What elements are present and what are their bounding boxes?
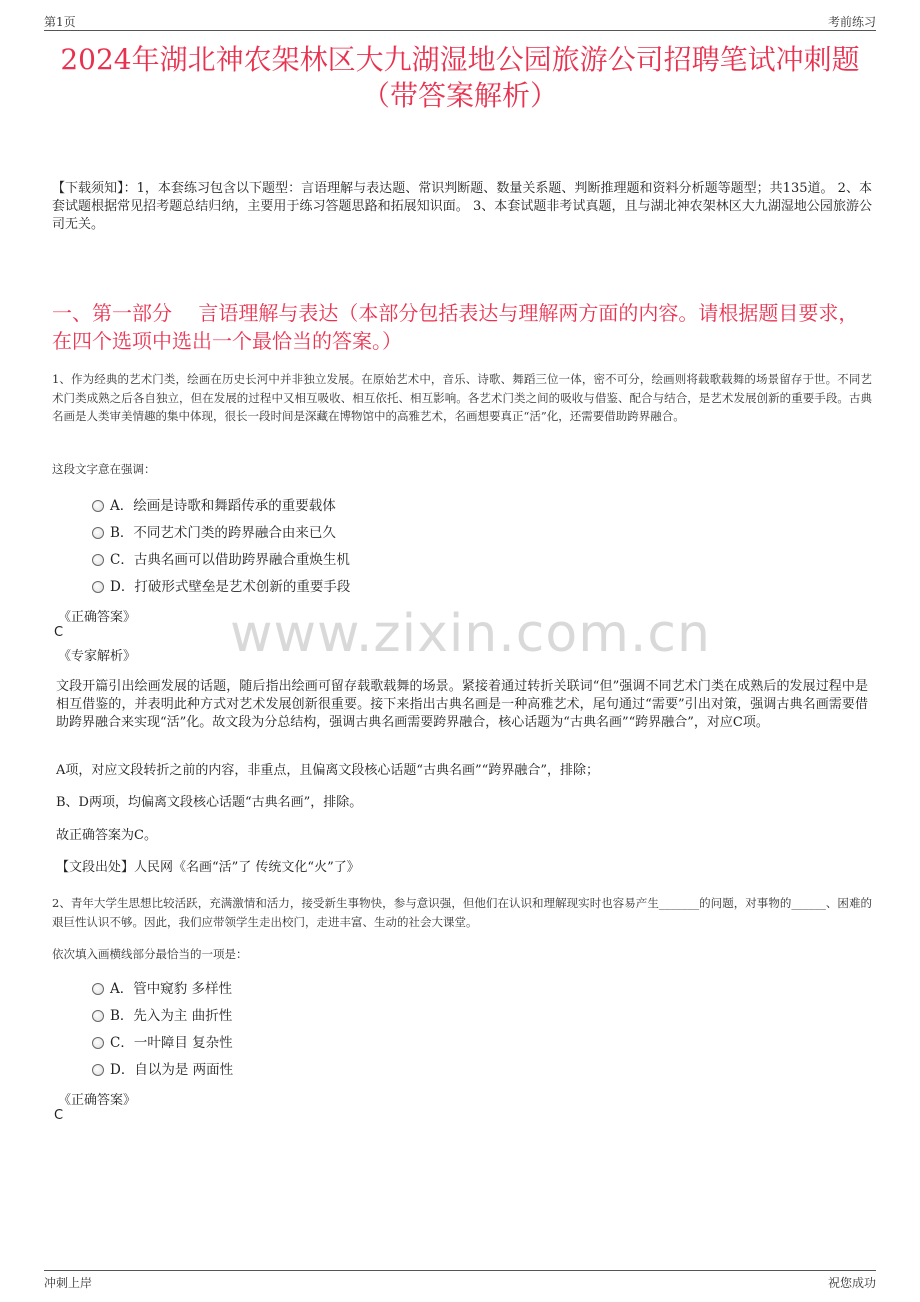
radio-icon[interactable]	[92, 527, 104, 539]
footer-right-text: 祝您成功	[827, 1276, 876, 1290]
radio-icon[interactable]	[92, 500, 104, 512]
radio-icon[interactable]	[92, 581, 104, 593]
question-1-option-d[interactable]	[92, 577, 350, 597]
question-2-option-a[interactable]	[92, 979, 232, 999]
analysis-paragraph: B、D两项，均偏离文段核心话题“古典名画”，排除。	[56, 795, 363, 810]
option-label: C．古典名画可以借助跨界融合重焕生机	[110, 552, 350, 568]
question-1-prompt: 这段文字意在强调：	[52, 462, 156, 476]
radio-icon[interactable]	[92, 983, 104, 995]
analysis-paragraph: 故正确答案为C。	[56, 828, 157, 843]
analysis-paragraph: 文段开篇引出绘画发展的话题，随后指出绘画可留存载歌载舞的场景。紧接着通过转折关联词“但”强调不同艺术门类在成熟后的发展过程中是相互借鉴的，并表明此种方式对艺术发展创新很重要。接下来指出古典名画是一种高雅艺术，尾句通过“需要”引出对策，强调古典名画需要借助跨界融合来实现“活”化。故文段为分总结构，强调古典名画需要跨界融合，核心话题为“古典名画”“跨界融合”，对应C项。	[56, 679, 868, 730]
option-label: C．一叶障目 复杂性	[110, 1035, 233, 1051]
page-header	[44, 10, 876, 31]
source-citation: 【文段出处】人民网《名画“活”了 传统文化“火”了》	[56, 860, 360, 875]
question-1-option-c[interactable]	[92, 550, 350, 570]
option-label: D．打破形式壁垒是艺术创新的重要手段	[110, 579, 351, 595]
footer-left-text: 冲刺上岸	[44, 1276, 93, 1290]
analysis-paragraph: A项，对应文段转折之前的内容，非重点，且偏离文段核心话题“古典名画”“跨界融合”，排除；	[56, 763, 599, 778]
question-2-stem: 2、青年大学生思想比较活跃，充满激情和活力，接受新生事物快，参与意识强，但他们在认识和理解现实时也容易产生_______的问题，对事物的______、困难的艰巨性认识不够。因此，我们应带领学生走出校门，走进丰富、生动的社会大课堂。	[52, 896, 872, 929]
option-label: B．先入为主 曲折性	[110, 1008, 233, 1024]
radio-icon[interactable]	[92, 1010, 104, 1022]
radio-icon[interactable]	[92, 554, 104, 566]
question-2-prompt: 依次填入画横线部分最恰当的一项是：	[52, 947, 248, 961]
question-2-option-c[interactable]	[92, 1033, 233, 1053]
watermark: www.zixin.com.cn	[230, 604, 711, 664]
question-1-option-a[interactable]	[92, 496, 336, 516]
section-heading: 一、第一部分 言语理解与表达（本部分包括表达与理解两方面的内容。请根据题目要求，在四个选项中选出一个最恰当的答案。）	[52, 301, 859, 353]
option-label: A．绘画是诗歌和舞蹈传承的重要载体	[110, 498, 336, 514]
document-title: 2024年湖北神农架林区大九湖湿地公园旅游公司招聘笔试冲刺题（带答案解析）	[60, 43, 860, 112]
header-label: 考前练习	[827, 15, 876, 29]
page-number: 第1页	[44, 15, 76, 29]
answer-value: C	[54, 1108, 64, 1123]
radio-icon[interactable]	[92, 1037, 104, 1049]
page-footer	[44, 1270, 876, 1291]
option-label: B．不同艺术门类的跨界融合由来已久	[110, 525, 336, 541]
question-2-option-b[interactable]	[92, 1006, 232, 1026]
question-2-option-d[interactable]	[92, 1060, 233, 1080]
analysis-label: 《专家解析》	[58, 649, 137, 664]
download-notice: 【下载须知】：1，本套练习包含以下题型：言语理解与表达题、常识判断题、数量关系题、判断推理题和资料分析题等题型；共135道。 2、本套试题根据常见招考题总结归纳，主要用于练习答题思路和拓展知识面。 3、本套试题非考试真题，且与湖北神农架林区大九湖湿地公园旅游公司无关。	[52, 181, 872, 232]
question-1-stem: 1、作为经典的艺术门类，绘画在历史长河中并非独立发展。在原始艺术中，音乐、诗歌、舞蹈三位一体，密不可分，绘画则将载歌载舞的场景留存于世。不同艺术门类成熟之后各自独立，但在发展的过程中又相互吸收、相互依托、相互影响。各艺术门类之间的吸收与借鉴、配合与结合，是艺术发展创新的重要手段。古典名画是人类审美情趣的集中体现，很长一段时间是深藏在博物馆中的高雅艺术，名画想要真正“活”化，还需要借助跨界融合。	[52, 372, 872, 423]
answer-label: 《正确答案》	[58, 1093, 137, 1108]
option-label: D．自以为是 两面性	[110, 1062, 234, 1078]
radio-icon[interactable]	[92, 1064, 104, 1076]
option-label: A．管中窥豹 多样性	[110, 981, 233, 997]
answer-value: C	[54, 625, 64, 640]
question-1-option-b[interactable]	[92, 523, 336, 543]
answer-label: 《正确答案》	[58, 610, 137, 625]
